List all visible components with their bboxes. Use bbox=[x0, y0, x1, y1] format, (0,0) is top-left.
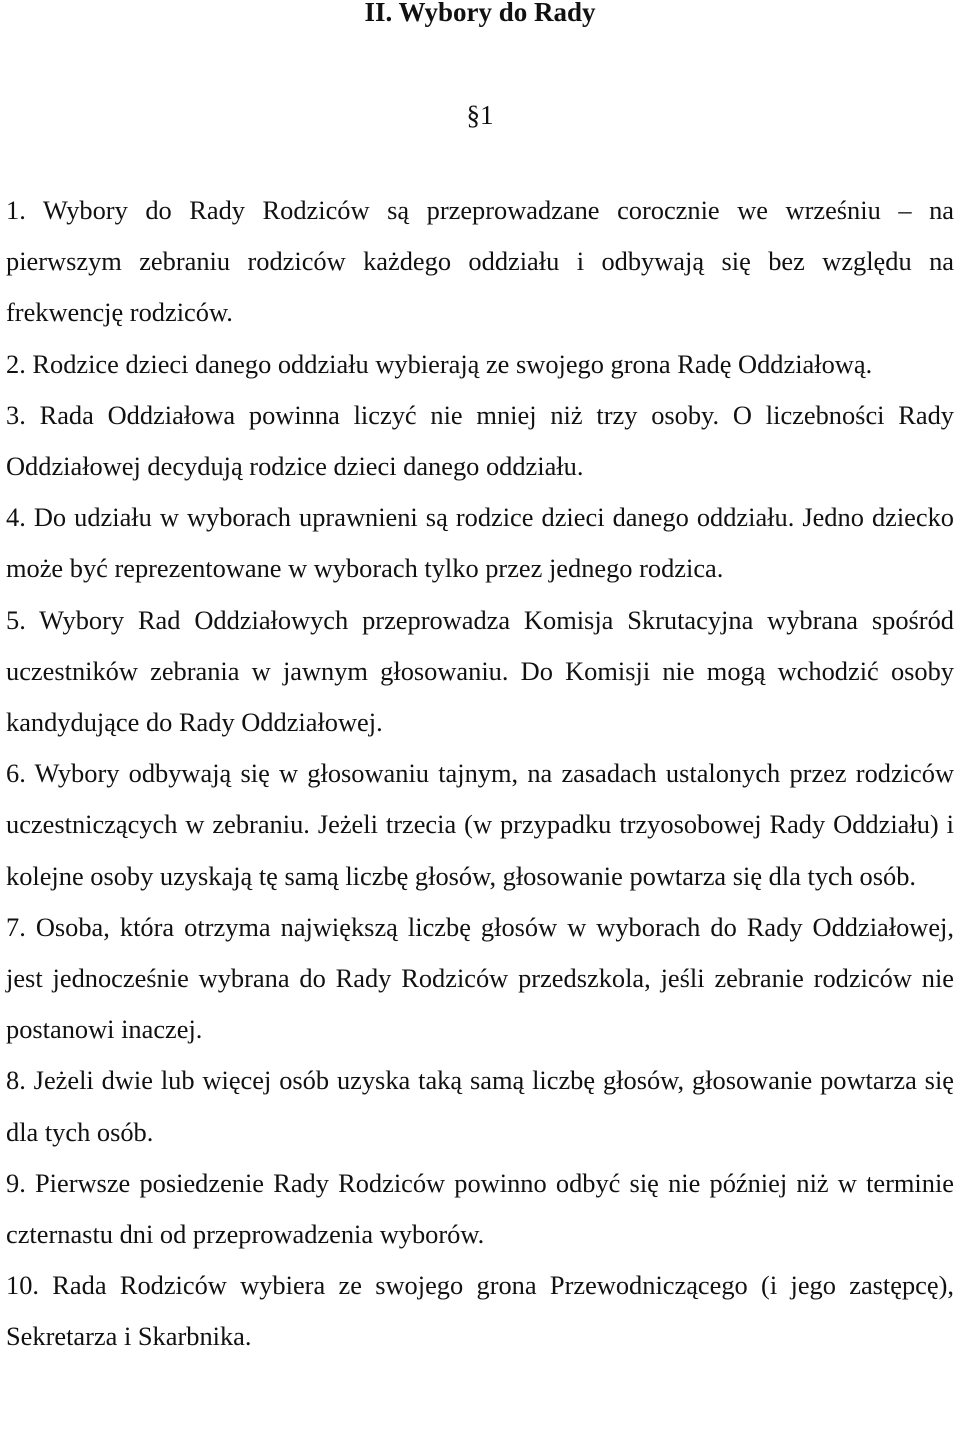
document-page bbox=[6, 0, 954, 1363]
paragraph: 5. Wybory Rad Oddziałowych przeprowadza Komisja Skrutacyjna wybrana spośród uczestników zebrania w jawnym głosowaniu. Do Komisji nie mogą wchodzić osoby kandydujące do Rady Oddziałowej. bbox=[6, 604, 954, 738]
paragraph-list bbox=[6, 185, 954, 1363]
paragraph: 8. Jeżeli dwie lub więcej osób uzyska taką samą liczbę głosów, głosowanie powtarza się dla tych osób. bbox=[6, 1065, 954, 1147]
paragraph: 1. Wybory do Rady Rodziców są przeprowadzane corocznie we wrześniu – na pierwszym zebraniu rodziców każdego oddziału i odbywają się bez względu na frekwencję rodziców. bbox=[6, 195, 954, 328]
paragraph: 3. Rada Oddziałowa powinna liczyć nie mniej niż trzy osoby. O liczebności Rady Oddziałowej decydują rodzice dzieci danego oddziału. bbox=[6, 399, 954, 482]
paragraph: 9. Pierwsze posiedzenie Rady Rodziców powinno odbyć się nie później niż w terminie czternastu dni od przeprowadzenia wyborów. bbox=[6, 1167, 954, 1250]
section-mark: §1 bbox=[466, 100, 494, 130]
paragraph: 6. Wybory odbywają się w głosowaniu tajnym, na zasadach ustalonych przez rodziców uczestniczących w zebraniu. Jeżeli trzecia (w przypadku trzyosobowej Rady Oddziału) i kolejne osoby uzyskają tę samą liczbę głosów, głosowanie powtarza się dla tych osób. bbox=[6, 758, 954, 891]
paragraph: 2. Rodzice dzieci danego oddziału wybierają ze swojego grona Radę Oddziałową. bbox=[6, 348, 873, 379]
paragraph: 4. Do udziału w wyborach uprawnieni są rodzice dzieci danego oddziału. Jedno dziecko może być reprezentowane w wyborach tylko przez jednego rodzica. bbox=[6, 502, 954, 584]
paragraph: 10. Rada Rodziców wybiera ze swojego grona Przewodniczącego (i jego zastępcę), Sekretarza i Skarbnika. bbox=[6, 1270, 954, 1352]
document-title: II. Wybory do Rady bbox=[364, 0, 596, 27]
paragraph: 7. Osoba, która otrzyma największą liczbę głosów w wyborach do Rady Oddziałowej, jest jednocześnie wybrana do Rady Rodziców przedszkola, jeśli zebranie rodziców nie postanowi inaczej. bbox=[6, 911, 954, 1045]
